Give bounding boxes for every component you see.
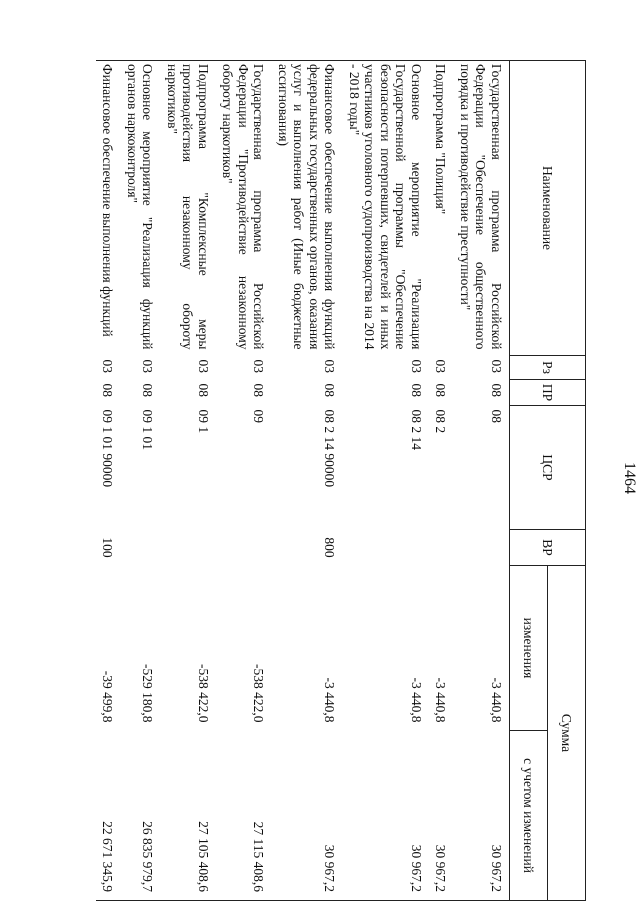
row-csr: 08 <box>489 409 504 423</box>
row-pr: 08 <box>251 383 267 397</box>
row-pr: 08 <box>140 383 156 397</box>
row-csr: 09 1 01 90000 <box>100 409 116 488</box>
row-total: 27 115 408,6 <box>216 731 272 901</box>
budget-table <box>96 60 586 901</box>
row-total: 30 967,2 <box>272 731 343 901</box>
rotated-page <box>61 60 638 900</box>
row-pr: 08 <box>196 383 211 397</box>
row-vr <box>429 530 454 566</box>
header-pr: ПР <box>510 380 586 406</box>
row-pr: 08 <box>409 383 424 397</box>
table-row <box>343 61 430 901</box>
page-number: 1464 <box>621 462 638 494</box>
row-total: 30 967,2 <box>343 731 430 901</box>
row-change: -529 180,8 <box>140 664 156 723</box>
row-name: Подпрограмма "Комплексные меры противодействия незаконному обороту наркотиков" <box>161 61 217 356</box>
row-csr: 08 2 14 <box>409 409 424 450</box>
row-change: -3 440,8 <box>322 677 338 723</box>
row-total: 30 967,2 <box>429 731 454 901</box>
table-row <box>121 61 161 901</box>
row-total: 22 671 345,9 <box>96 731 121 901</box>
row-change: -538 422,0 <box>196 664 211 723</box>
row-name: Подпрограмма "Полиция" <box>429 61 454 356</box>
table-body <box>96 61 510 901</box>
row-vr: 800 <box>322 537 338 558</box>
header-rz: Рз <box>510 356 586 380</box>
row-total: 26 835 979,7 <box>121 731 161 901</box>
row-name: Финансовое обеспечение выполнения функций федеральных государственных органов, оказания услуг и выполнения работ (Иные бюджетные ассигнования) <box>272 61 343 356</box>
row-csr: 08 2 <box>433 409 449 434</box>
table-row <box>272 61 343 901</box>
header-csr: ЦСР <box>510 406 586 530</box>
table-row <box>429 61 454 901</box>
row-change: -3 440,8 <box>433 677 449 723</box>
table-header <box>510 61 586 901</box>
row-vr <box>454 530 510 566</box>
row-name: Основное мероприятие "Реализация Государственной программы "Обеспечение безопасности потерпевших, свидетелей и иных участников уголовного судопроизводства на 2014 - 2018 годы" <box>343 61 430 356</box>
row-vr <box>343 530 430 566</box>
table-row <box>216 61 272 901</box>
row-rz: 03 <box>100 359 116 373</box>
header-name: Наименование <box>510 61 586 356</box>
row-change: -3 440,8 <box>489 677 504 723</box>
row-name: Государственная программа Российской Федерации "Обеспечение общественного порядка и противодействие преступности" <box>454 61 510 356</box>
table-row <box>454 61 510 901</box>
row-name: Финансовое обеспечение выполнения функций <box>96 61 121 356</box>
row-csr: 09 1 01 <box>140 409 156 450</box>
row-rz: 03 <box>322 359 338 373</box>
header-summa: Сумма <box>548 566 586 901</box>
row-name: Основное мероприятие "Реализация функций органов наркоконтроля" <box>121 61 161 356</box>
header-vr: ВР <box>510 530 586 566</box>
row-pr: 08 <box>322 383 338 397</box>
table-row <box>161 61 217 901</box>
row-rz: 03 <box>489 359 504 373</box>
header-with-changes: с учетом изменений <box>510 731 548 901</box>
row-rz: 03 <box>433 359 449 373</box>
row-pr: 08 <box>100 383 116 397</box>
row-total: 30 967,2 <box>454 731 510 901</box>
row-csr: 08 2 14 90000 <box>322 409 338 488</box>
row-change: -3 440,8 <box>409 677 424 723</box>
row-change: -39 499,8 <box>100 670 116 723</box>
row-name: Государственная программа Российской Федерации "Противодействие незаконному обороту наркотиков" <box>216 61 272 356</box>
row-pr: 08 <box>433 383 449 397</box>
row-pr: 08 <box>489 383 504 397</box>
row-rz: 03 <box>251 359 267 373</box>
row-vr: 100 <box>100 537 116 558</box>
row-vr <box>161 530 217 566</box>
row-change: -538 422,0 <box>251 664 267 723</box>
header-changes: изменения <box>510 566 548 731</box>
row-csr: 09 <box>251 409 267 423</box>
row-vr <box>121 530 161 566</box>
row-total: 27 105 408,6 <box>161 731 217 901</box>
row-rz: 03 <box>409 359 424 373</box>
table-row <box>96 61 121 901</box>
row-rz: 03 <box>140 359 156 373</box>
row-vr <box>216 530 272 566</box>
row-csr: 09 1 <box>196 409 211 434</box>
row-rz: 03 <box>196 359 211 373</box>
